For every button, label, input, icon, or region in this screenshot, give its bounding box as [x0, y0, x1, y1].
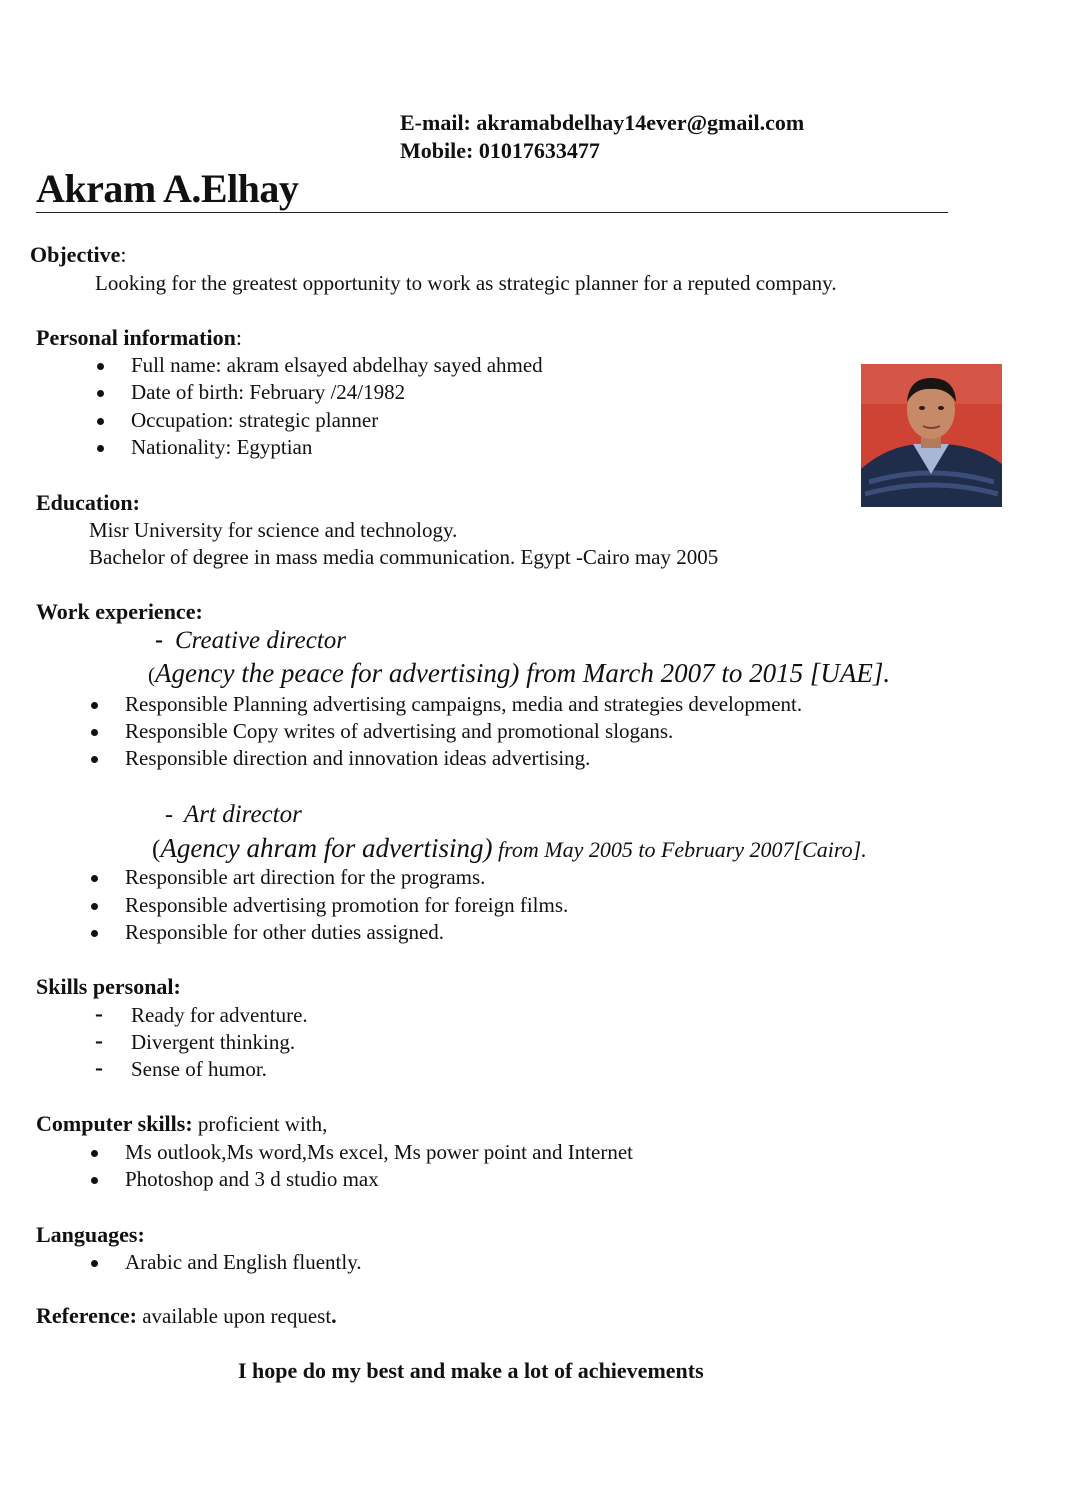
- profile-photo-icon: [861, 364, 1002, 507]
- job-duty: Responsible Copy writes of advertising and promotional slogans.: [125, 719, 674, 743]
- job-duty: Responsible for other duties assigned.: [125, 920, 445, 944]
- bullet-icon: [91, 729, 98, 736]
- dash-icon: -: [95, 1028, 103, 1054]
- mobile-text: Mobile: 01017633477: [400, 138, 600, 163]
- email-text: E-mail: akramabdelhay14ever@gmail.com: [400, 110, 805, 135]
- personal-full-name: Full name: akram elsayed abdelhay sayed ahmed: [131, 353, 543, 377]
- job-agency-creative: (Agency the peace for advertising) from March 2007 to 2015 [UAE].: [148, 658, 891, 688]
- job-duty: Responsible advertising promotion for foreign films.: [125, 893, 569, 917]
- skill-item: Sense of humor.: [131, 1057, 267, 1081]
- reference-line: Reference: available upon request.: [36, 1303, 337, 1328]
- dash-icon: -: [95, 1001, 103, 1027]
- work-heading: Work experience:: [36, 599, 203, 624]
- job-dash: -: [155, 627, 163, 653]
- reference-heading: Reference:: [36, 1303, 137, 1328]
- dash-icon: -: [95, 1055, 103, 1081]
- job-duty: Responsible art direction for the programs.: [125, 865, 486, 889]
- computer-skill-item: Photoshop and 3 d studio max: [125, 1167, 379, 1191]
- job-dash: -: [165, 802, 173, 828]
- job-duty: Responsible Planning advertising campaigns, media and strategies development.: [125, 692, 803, 716]
- education-heading: Education:: [36, 490, 140, 515]
- bullet-icon: [91, 702, 98, 709]
- job-duty: Responsible direction and innovation ideas advertising.: [125, 746, 591, 770]
- bullet-icon: [91, 875, 98, 882]
- header-divider: [36, 212, 948, 213]
- personal-nationality: Nationality: Egyptian: [131, 435, 313, 459]
- bullet-icon: [97, 390, 104, 397]
- candidate-name: Akram A.Elhay: [36, 166, 299, 211]
- reference-text: available upon request: [136, 1304, 332, 1328]
- closing-statement: I hope do my best and make a lot of achievements: [238, 1358, 704, 1383]
- languages-heading: Languages:: [36, 1222, 145, 1247]
- personal-dob: Date of birth: February /24/1982: [131, 380, 406, 404]
- skill-item: Divergent thinking.: [131, 1030, 296, 1054]
- computer-skills-line: [36, 1111, 327, 1137]
- job-title-creative: Creative director: [175, 627, 347, 654]
- bullet-icon: [97, 418, 104, 425]
- computer-skill-item: Ms outlook,Ms word,Ms excel, Ms power point and Internet: [125, 1140, 634, 1164]
- objective-heading: Objective:: [30, 242, 127, 267]
- bullet-icon: [97, 363, 104, 370]
- job-title-art: Art director: [184, 801, 302, 828]
- bullet-icon: [91, 903, 98, 910]
- job-agency-art: (Agency ahram for advertising) from May 2005 to February 2007[Cairo].: [152, 833, 867, 863]
- education-university: Misr University for science and technology.: [89, 518, 458, 542]
- bullet-icon: [91, 756, 98, 763]
- bullet-icon: [97, 445, 104, 452]
- computer-skills-heading: Computer skills:: [36, 1111, 193, 1136]
- skills-heading: Skills personal:: [36, 974, 181, 999]
- personal-occupation: Occupation: strategic planner: [131, 408, 379, 432]
- skill-item: Ready for adventure.: [131, 1003, 308, 1027]
- language-item: Arabic and English fluently.: [125, 1250, 362, 1274]
- profile-photo: [861, 364, 1002, 507]
- objective-text: Looking for the greatest opportunity to work as strategic planner for a reputed company.: [95, 271, 837, 295]
- bullet-icon: [91, 930, 98, 937]
- computer-skills-intro: proficient with,: [192, 1112, 328, 1136]
- bullet-icon: [91, 1177, 98, 1184]
- personal-info-heading: Personal information:: [36, 325, 242, 350]
- education-degree: Bachelor of degree in mass media communication. Egypt -Cairo may 2005: [89, 545, 719, 569]
- bullet-icon: [91, 1150, 98, 1157]
- bullet-icon: [91, 1260, 98, 1267]
